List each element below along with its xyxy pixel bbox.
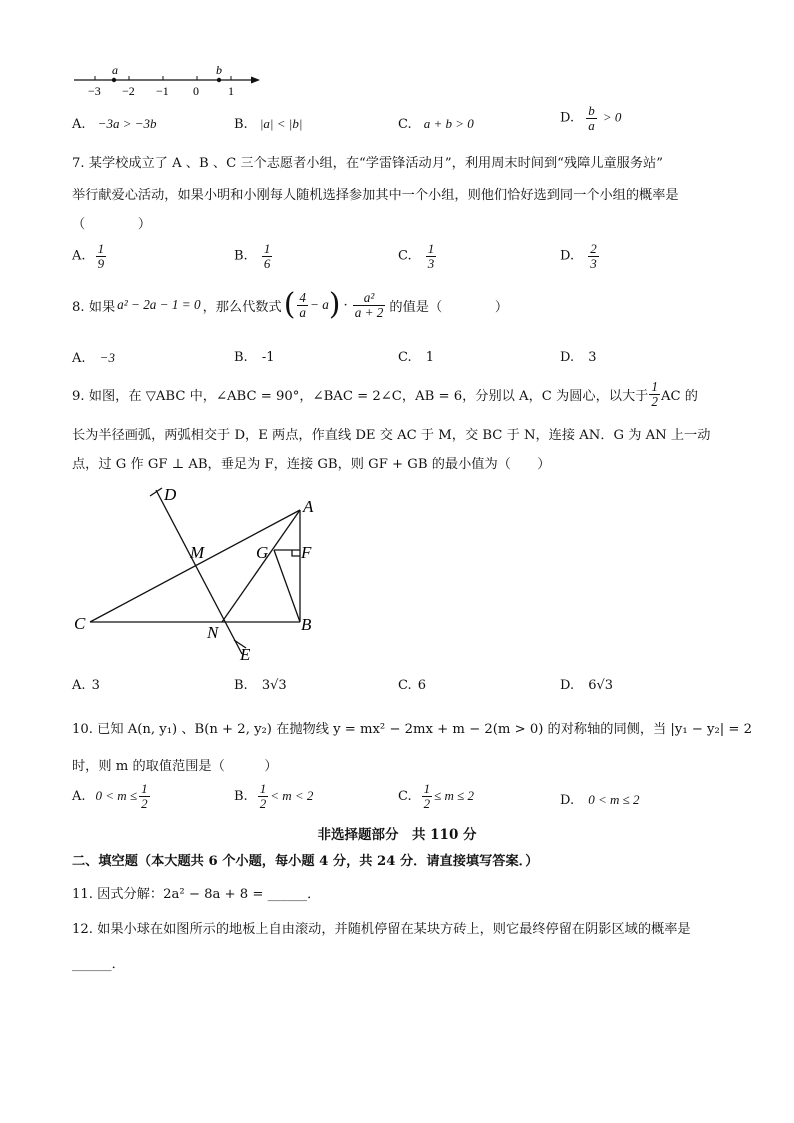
q9-text: AC 的 (660, 388, 698, 404)
geometry-figure (70, 478, 330, 668)
q9-option-d (560, 678, 613, 693)
q9-line: 点，过 G 作 GF ⊥ AB，垂足为 F，连接 GB，则 GF + GB 的最小值为（ ） (72, 457, 551, 472)
q9-option-b (234, 678, 287, 693)
q7-line: 举行献爱心活动，如果小明和小刚每人随机选择参加其中一个小组，则他们恰好选到同一个小组的概率是 (72, 188, 679, 203)
option-label: A. (72, 351, 86, 366)
q10-line: 时，则 m 的取值范围是（ ） (72, 759, 278, 774)
option-text: −3 (99, 350, 115, 365)
point-label: M (190, 543, 205, 562)
fraction: $\frac{1}{2}$ (423, 781, 431, 811)
q8-option-a (72, 350, 115, 366)
point-label: G (256, 543, 269, 562)
q8-middle: ，那么代数式 (202, 299, 282, 315)
q10-option-a (72, 782, 152, 810)
q7-option-b (234, 242, 274, 270)
option-text: 0 < m ≤ (95, 788, 138, 804)
option-label: D. (560, 110, 575, 126)
q8-condition: a² − 2a − 1 = 0 (117, 297, 201, 312)
option-label: A. (72, 788, 86, 804)
fraction: $\frac{4}{a}$ (299, 289, 306, 320)
option-label: A. (72, 117, 86, 132)
option-label: B. (234, 350, 248, 365)
point-label: D (164, 485, 177, 504)
tick-label: −1 (156, 84, 169, 98)
option-text: 3 (588, 350, 597, 365)
option-label: B. (234, 248, 248, 264)
q8-minus: − a (310, 297, 329, 312)
option-text: 6 (417, 678, 427, 693)
q8-suffix: 的值是（ ） (389, 299, 509, 315)
option-text: > 0 (602, 109, 622, 125)
option-label: C. (398, 788, 412, 804)
fraction: $\frac{1}{3}$ (427, 241, 435, 271)
tick-label: 0 (193, 84, 199, 98)
q7-option-d (560, 242, 601, 270)
point-label: C (74, 614, 86, 633)
q8-option-c (398, 350, 434, 365)
option-label: A. (72, 678, 86, 693)
q6-option-d (560, 104, 621, 132)
option-label: C. (398, 350, 412, 365)
q7-option-c (398, 242, 438, 270)
fraction: $\frac{1}{2}$ (259, 781, 267, 811)
point-b-label: b (216, 63, 222, 77)
section-heading: 二、填空题（本大题共 6 个小题，每小题 4 分，共 24 分．请直接填写答案．） (72, 854, 539, 869)
q9-text: 9. 如图，在 ▽ABC 中，∠ABC = 90°，∠BAC = 2∠C，AB = 6，分别以 A，C 为圆心，以大于 (72, 388, 649, 404)
tick-label: −2 (122, 84, 135, 98)
option-label: B. (234, 678, 248, 693)
option-text: ≤ m ≤ 2 (434, 788, 475, 804)
section-title: 非选择题部分 共 110 分 (317, 827, 477, 843)
q9-option-c (398, 678, 426, 693)
option-text: 3 (91, 678, 100, 693)
fraction: $\frac{\text{a²}}{a + 2}$ (354, 289, 384, 320)
q10-option-c (398, 782, 474, 810)
option-label: D. (560, 793, 575, 808)
option-label: C. (398, 248, 412, 264)
q8-option-b (234, 350, 275, 365)
q9-option-a (72, 678, 100, 693)
q7-line: 7. 某学校成立了 A 、B 、C 三个志愿者小组，在“学雷锋活动月”，利用周末时间到“残障儿童服务站” (72, 156, 663, 171)
option-label: D. (560, 678, 575, 693)
option-text: −3a > −3b (97, 116, 157, 131)
option-text: 6√3 (588, 678, 614, 693)
option-text: |a| < |b| (259, 116, 303, 131)
option-text: 1 (425, 350, 435, 365)
fraction: $\frac{1}{2}$ (141, 781, 148, 811)
point-label: B (301, 615, 312, 634)
tick-label: −3 (88, 84, 101, 98)
q8-line: 8. 如果 a² − 2a − 1 = 0 ，那么代数式 ( $\frac{4}{a}$ − a ) · $\frac{\text{a²}}{a + 2}$ 的值是（ ） (72, 287, 509, 322)
fraction: $\frac{2}{3}$ (590, 241, 597, 271)
q6-option-a (72, 116, 157, 132)
q11-line: 11. 因式分解：2a² − 8a + 8 = ______． (72, 887, 321, 902)
point-label: A (303, 497, 314, 516)
fraction: $\frac{1}{6}$ (263, 241, 271, 271)
option-text: -1 (261, 350, 275, 365)
option-label: C. (398, 117, 412, 132)
option-label: D. (560, 248, 575, 264)
option-label: B. (234, 788, 248, 804)
q10-option-b (234, 782, 313, 810)
option-label: B. (234, 117, 248, 132)
q6-option-c (398, 116, 474, 132)
option-label: D. (560, 350, 575, 365)
point-a-label: a (112, 63, 118, 77)
option-label: C. (398, 678, 412, 693)
q12-line: ______． (72, 957, 125, 972)
option-label: A. (72, 248, 86, 264)
q10-option-d (560, 792, 640, 808)
q9-line: 长为半径画弧，两弧相交于 D，E 两点，作直线 DE 交 AC 于 M，交 BC 于 N，连接 AN．G 为 AN 上一动 (72, 428, 711, 443)
q6-option-b (234, 116, 302, 132)
q8-prefix: 8. 如果 (72, 299, 116, 315)
q9-line (72, 380, 698, 409)
option-text: 3√3 (261, 678, 287, 693)
option-text: < m < 2 (270, 788, 314, 804)
q8-option-d (560, 350, 597, 365)
option-text: a + b > 0 (423, 116, 474, 131)
q12-line: 12. 如果小球在如图所示的地板上自由滚动，并随机停留在某块方砖上，则它最终停留在阴影区域的概率是 (72, 922, 691, 937)
option-text: 0 < m ≤ 2 (588, 792, 640, 807)
fraction: $\frac{1}{2}$ (651, 379, 658, 409)
point-label: E (240, 645, 251, 664)
point-label: F (301, 543, 312, 562)
q10-line: 10. 已知 A(n, y₁) 、B(n + 2, y₂) 在抛物线 y = mx² − 2mx + m − 2(m > 0) 的对称轴的同侧，当 |y₁ − y₂| = 2 (72, 722, 753, 737)
q7-line: （ ） (72, 217, 152, 232)
tick-label: 1 (228, 84, 234, 98)
q7-option-a (72, 242, 108, 270)
fraction: $\frac{1}{9}$ (97, 241, 105, 271)
fraction: $\frac{b}{a}$ (588, 103, 595, 133)
number-line (68, 62, 268, 102)
point-label: N (207, 623, 219, 642)
